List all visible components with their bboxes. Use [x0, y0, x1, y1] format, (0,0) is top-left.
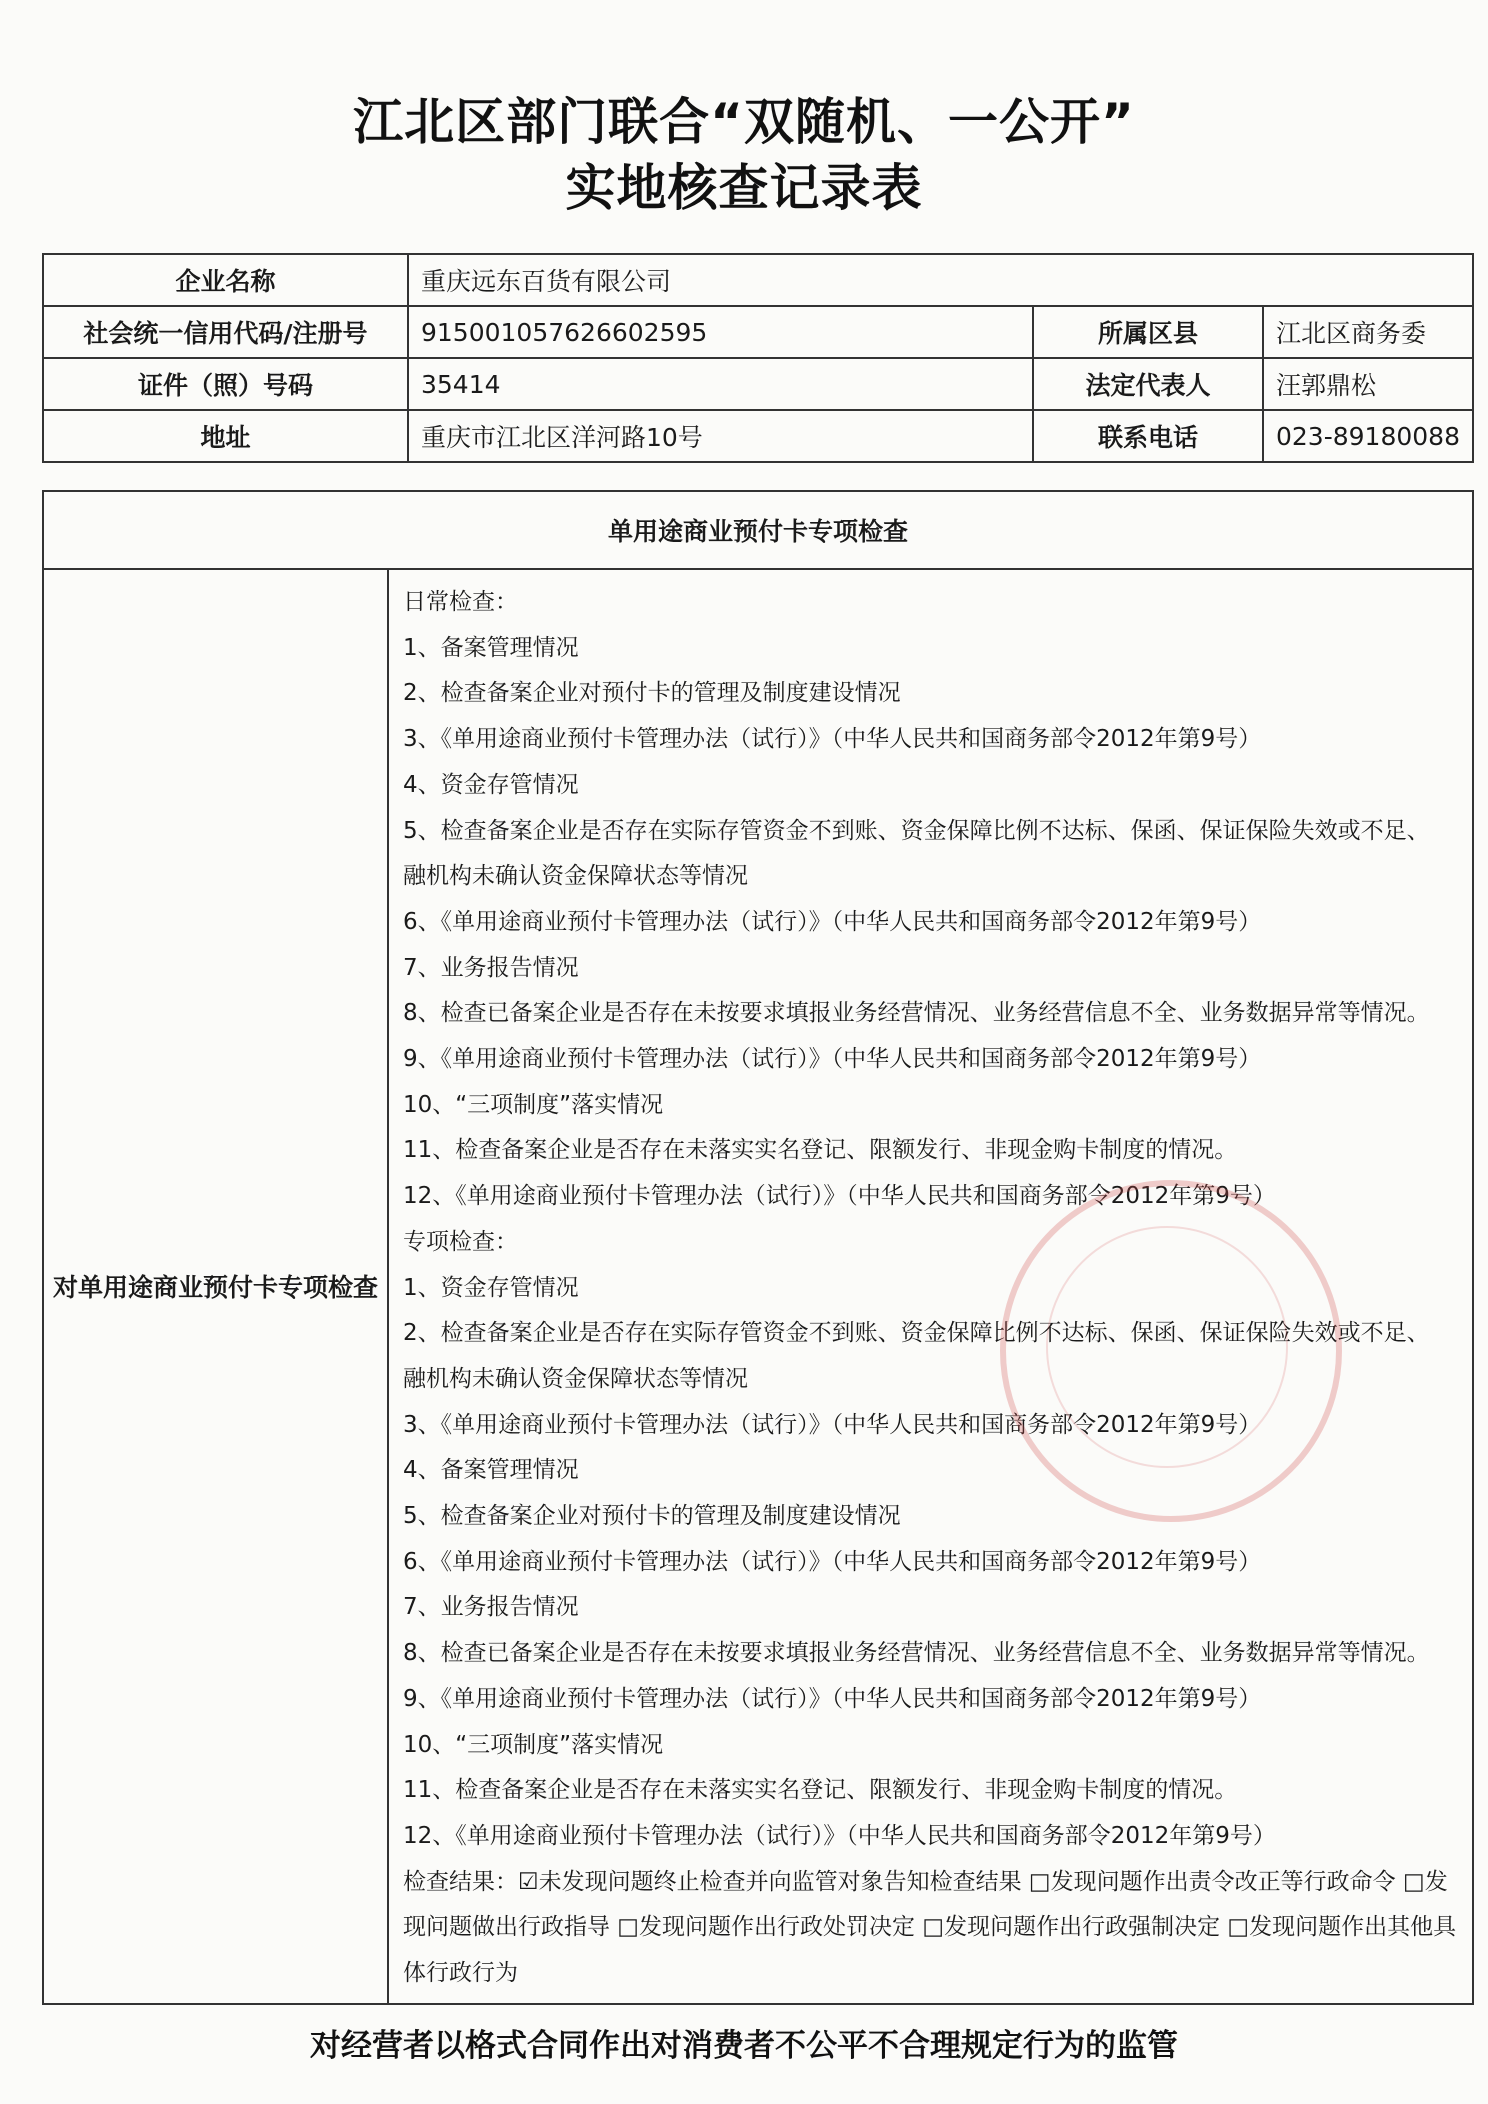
list-item: 5、检查备案企业是否存在实际存管资金不到账、资金保障比例不达标、保函、保证保险失效或不足、	[403, 817, 1430, 844]
phone-label: 联系电话	[1033, 410, 1263, 462]
list-item: 3、《单用途商业预付卡管理办法（试行）》（中华人民共和国商务部令2012年第9号）	[403, 726, 1262, 753]
list-item: 9、《单用途商业预付卡管理办法（试行）》（中华人民共和国商务部令2012年第9号）	[403, 1046, 1262, 1073]
list-item: 7、业务报告情况	[403, 1594, 579, 1621]
list-item: 12、《单用途商业预付卡管理办法（试行）》（中华人民共和国商务部令2012年第9号）	[403, 1183, 1276, 1210]
license-number-value: 35414	[408, 358, 1033, 410]
table-row	[43, 569, 1473, 2004]
list-item: 融机构未确认资金保障状态等情况	[403, 1365, 748, 1392]
list-item: 10、“三项制度”落实情况	[403, 1731, 664, 1758]
list-item: 1、资金存管情况	[403, 1274, 579, 1301]
document-subtitle: 实地核查记录表	[565, 159, 923, 217]
list-item: 11、检查备案企业是否存在未落实实名登记、限额发行、非现金购卡制度的情况。	[403, 1137, 1238, 1164]
inspection-header: 单用途商业预付卡专项检查	[43, 491, 1473, 569]
table-row	[43, 410, 1473, 462]
address-label: 地址	[43, 410, 408, 462]
enterprise-info-table	[42, 253, 1474, 463]
inspection-item-label: 对单用途商业预付卡专项检查	[43, 569, 388, 2004]
phone-value: 023-89180088	[1263, 410, 1473, 462]
list-item: 11、检查备案企业是否存在未落实实名登记、限额发行、非现金购卡制度的情况。	[403, 1777, 1238, 1804]
list-item: 12、《单用途商业预付卡管理办法（试行）》（中华人民共和国商务部令2012年第9号）	[403, 1822, 1276, 1849]
legal-representative-label: 法定代表人	[1033, 358, 1263, 410]
table-row	[43, 254, 1473, 306]
district-label: 所属区县	[1033, 306, 1263, 358]
list-item: 7、业务报告情况	[403, 954, 579, 981]
company-name-label: 企业名称	[43, 254, 408, 306]
list-item: 10、“三项制度”落实情况	[403, 1091, 664, 1118]
credit-code-value: 915001057626602595	[408, 306, 1033, 358]
list-item: 8、检查已备案企业是否存在未按要求填报业务经营情况、业务经营信息不全、业务数据异常等情况。	[403, 1000, 1430, 1027]
table-row	[43, 306, 1473, 358]
company-name-value: 重庆远东百货有限公司	[408, 254, 1473, 306]
inspection-table	[42, 490, 1474, 2005]
list-item: 4、备案管理情况	[403, 1457, 579, 1484]
inspection-content	[388, 569, 1473, 2004]
table-row	[43, 491, 1473, 569]
license-number-label: 证件（照）号码	[43, 358, 408, 410]
list-item: 6、《单用途商业预付卡管理办法（试行）》（中华人民共和国商务部令2012年第9号）	[403, 1548, 1262, 1575]
list-item: 9、《单用途商业预付卡管理办法（试行）》（中华人民共和国商务部令2012年第9号）	[403, 1685, 1262, 1712]
list-item: 专项检查：	[403, 1228, 518, 1255]
inspection-result: 检查结果：☑未发现问题终止检查并向监管对象告知检查结果 □发现问题作出责令改正等行政命令 □发现问题做出行政指导 □发现问题作出行政处罚决定 □发现问题作出行政强制决定 □发现问题作出其他具体行政行为	[403, 1868, 1457, 1987]
list-item: 3、《单用途商业预付卡管理办法（试行）》（中华人民共和国商务部令2012年第9号）	[403, 1411, 1262, 1438]
inspection-lines	[403, 580, 1462, 1860]
list-item: 日常检查：	[403, 589, 518, 615]
list-item: 融机构未确认资金保障状态等情况	[403, 863, 748, 890]
list-item: 6、《单用途商业预付卡管理办法（试行）》（中华人民共和国商务部令2012年第9号）	[403, 908, 1262, 935]
list-item: 2、检查备案企业是否存在实际存管资金不到账、资金保障比例不达标、保函、保证保险失效或不足、	[403, 1320, 1430, 1347]
list-item: 4、资金存管情况	[403, 771, 579, 798]
list-item: 1、备案管理情况	[403, 634, 579, 661]
next-section-title: 对经营者以格式合同作出对消费者不公平不合理规定行为的监管	[310, 2028, 1178, 2064]
list-item: 2、检查备案企业对预付卡的管理及制度建设情况	[403, 680, 901, 707]
address-value: 重庆市江北区洋河路10号	[408, 410, 1033, 462]
list-item: 5、检查备案企业对预付卡的管理及制度建设情况	[403, 1503, 901, 1530]
credit-code-label: 社会统一信用代码/注册号	[43, 306, 408, 358]
legal-representative-value: 汪郭鼎松	[1263, 358, 1473, 410]
document-title: 江北区部门联合“双随机、一公开”	[353, 93, 1135, 151]
table-row	[43, 358, 1473, 410]
district-value: 江北区商务委	[1263, 306, 1473, 358]
list-item: 8、检查已备案企业是否存在未按要求填报业务经营情况、业务经营信息不全、业务数据异常等情况。	[403, 1640, 1430, 1667]
